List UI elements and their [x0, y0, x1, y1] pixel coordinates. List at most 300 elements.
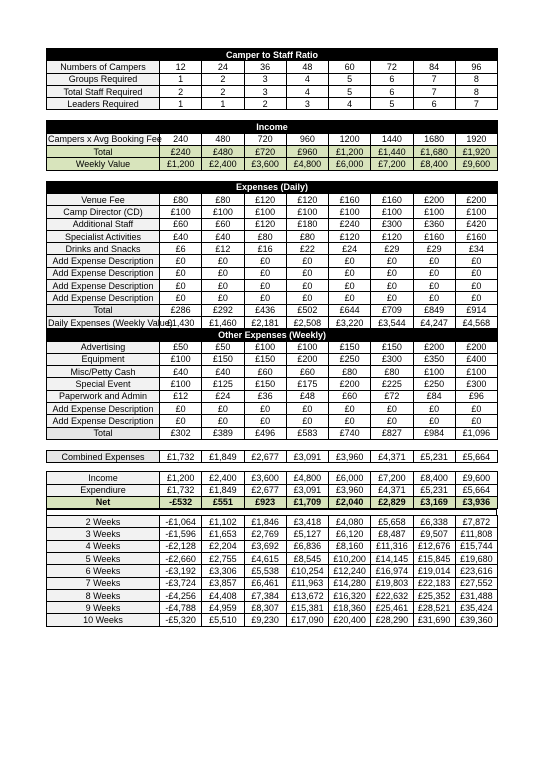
cell-value: £2,829	[371, 496, 413, 508]
cell-value: 36	[244, 61, 286, 73]
cell-value: £5,510	[202, 614, 244, 626]
cell-value: £100	[286, 206, 328, 218]
cell-value: £34	[455, 243, 497, 255]
cell-value: £48	[286, 390, 328, 402]
cell-value: £827	[371, 427, 413, 439]
cell-value: £100	[160, 378, 202, 390]
cell-value: 4	[286, 73, 328, 85]
cell-value: £2,400	[202, 472, 244, 484]
cell-value: £2,769	[244, 528, 286, 540]
cell-value: £5,664	[455, 484, 497, 496]
cell-value: £100	[413, 366, 455, 378]
cell-value: £19,680	[455, 552, 497, 564]
cell-value: £0	[160, 403, 202, 415]
ratio-row	[47, 61, 498, 73]
cell-value: £960	[286, 146, 328, 158]
summary-row	[47, 472, 498, 484]
cell-value: £1,200	[160, 472, 202, 484]
expenses-daily-row	[47, 206, 498, 218]
cell-value: £60	[202, 218, 244, 230]
cell-value: £583	[286, 427, 328, 439]
cell-value: 2	[202, 73, 244, 85]
income-table	[46, 120, 498, 170]
cell-value: 720	[244, 133, 286, 145]
cell-value: £0	[244, 280, 286, 292]
cell-value: £96	[455, 390, 497, 402]
row-label: 6 Weeks	[47, 565, 160, 577]
row-label: Total	[47, 304, 160, 316]
expenses-weekly-body	[47, 329, 498, 440]
cell-value: 6	[413, 98, 455, 110]
cell-value: 3	[244, 73, 286, 85]
cell-value: £14,145	[371, 552, 413, 564]
cell-value: 5	[371, 98, 413, 110]
cell-value: £644	[329, 304, 371, 316]
cell-value: 480	[202, 133, 244, 145]
cell-value: £496	[244, 427, 286, 439]
cell-value: £300	[371, 218, 413, 230]
cell-value: £1,102	[202, 516, 244, 528]
cell-value: £60	[329, 390, 371, 402]
weeks-row	[47, 614, 498, 626]
cell-value: £8,307	[244, 602, 286, 614]
row-label: 2 Weeks	[47, 516, 160, 528]
combined-value: £5,664	[455, 450, 497, 462]
cell-value: £200	[286, 353, 328, 365]
summary-row	[47, 484, 498, 496]
cell-value: 8	[455, 73, 497, 85]
cell-value: £984	[413, 427, 455, 439]
cell-value: £0	[413, 267, 455, 279]
cell-value: £250	[413, 378, 455, 390]
cell-value: £0	[160, 267, 202, 279]
cell-value: £9,507	[413, 528, 455, 540]
row-label: Additional Staff	[47, 218, 160, 230]
camp-budget-sheet	[46, 48, 497, 627]
cell-value: £5,658	[371, 516, 413, 528]
expenses-daily-row	[47, 304, 498, 316]
weeks-row	[47, 565, 498, 577]
cell-value: 240	[160, 133, 202, 145]
ratio-row	[47, 73, 498, 85]
cell-value: £35,424	[455, 602, 497, 614]
cell-value: £9,600	[455, 472, 497, 484]
row-label: Camp Director (CD)	[47, 206, 160, 218]
cell-value: £3,692	[244, 540, 286, 552]
cell-value: £100	[455, 366, 497, 378]
cell-value: £3,306	[202, 565, 244, 577]
cell-value: £5,538	[244, 565, 286, 577]
cell-value: £200	[455, 341, 497, 353]
row-label: Groups Required	[47, 73, 160, 85]
cell-value: £0	[329, 403, 371, 415]
cell-value: £200	[455, 193, 497, 205]
combined-table	[46, 450, 498, 463]
row-label: Daily Expenses (Weekly Value)	[48, 317, 173, 328]
cell-value: £50	[202, 341, 244, 353]
cell-value: £1,732	[160, 484, 202, 496]
cell-value: £12	[160, 390, 202, 402]
cell-value: 1200	[329, 133, 371, 145]
cell-value: £19,803	[371, 577, 413, 589]
cell-value: £22	[286, 243, 328, 255]
cell-value: £18,360	[329, 602, 371, 614]
cell-value: -£1,064	[160, 516, 202, 528]
cell-value: £6,836	[286, 540, 328, 552]
cell-value: £36	[244, 390, 286, 402]
cell-value: £4,247	[413, 316, 455, 328]
cell-value: £4,371	[371, 484, 413, 496]
cell-value: £100	[455, 206, 497, 218]
cell-value: £0	[244, 403, 286, 415]
weeks-body	[47, 516, 498, 627]
cell-value: £160	[329, 193, 371, 205]
cell-value: £6,461	[244, 577, 286, 589]
cell-value: £150	[244, 353, 286, 365]
cell-value: £0	[371, 415, 413, 427]
cell-value: £40	[160, 230, 202, 242]
cell-value: £120	[286, 193, 328, 205]
cell-value: 1440	[371, 133, 413, 145]
cell-value: £400	[455, 353, 497, 365]
cell-value: 960	[286, 133, 328, 145]
row-label: Weekly Value	[47, 158, 160, 170]
cell-value: £4,080	[329, 516, 371, 528]
cell-value: £10,200	[329, 552, 371, 564]
weeks-row	[47, 528, 498, 540]
cell-value: -£4,256	[160, 589, 202, 601]
cell-value: -£2,128	[160, 540, 202, 552]
cell-value: £31,488	[455, 589, 497, 601]
row-label: 9 Weeks	[47, 602, 160, 614]
cell-value: £1,200	[160, 158, 202, 170]
cell-value: £720	[244, 146, 286, 158]
cell-value: -£532	[160, 496, 202, 508]
cell-value: £225	[371, 378, 413, 390]
cell-value: £12	[202, 243, 244, 255]
cell-value: £29	[413, 243, 455, 255]
cell-value: £3,169	[413, 496, 455, 508]
cell-value: £420	[455, 218, 497, 230]
cell-value: £0	[413, 255, 455, 267]
cell-value: £0	[455, 267, 497, 279]
cell-value: £302	[160, 427, 202, 439]
cell-value: £50	[160, 341, 202, 353]
summary-row	[47, 496, 498, 508]
cell-value: £25,461	[371, 602, 413, 614]
cell-value: £150	[371, 341, 413, 353]
cell-value: 1	[160, 73, 202, 85]
combined-body	[47, 450, 498, 462]
cell-value: £740	[329, 427, 371, 439]
cell-value: -£3,192	[160, 565, 202, 577]
cell-value: £84	[413, 390, 455, 402]
expenses-weekly-row	[47, 390, 498, 402]
cell-value: £2,400	[202, 158, 244, 170]
cell-value: £16,320	[329, 589, 371, 601]
combined-value: £4,371	[371, 450, 413, 462]
cell-value: £1,653	[202, 528, 244, 540]
cell-value: £15,381	[286, 602, 328, 614]
cell-value: £0	[244, 267, 286, 279]
cell-value: £175	[286, 378, 328, 390]
expenses-daily-row	[47, 292, 498, 304]
cell-value: £9,600	[455, 158, 497, 170]
cell-value: £1,920	[455, 146, 497, 158]
cell-value: £4,959	[202, 602, 244, 614]
cell-value: £0	[455, 280, 497, 292]
cell-value: £0	[329, 280, 371, 292]
cell-value: £2,040	[329, 496, 371, 508]
cell-value: £8,400	[413, 158, 455, 170]
cell-value: £40	[202, 366, 244, 378]
cell-value: £12,240	[329, 565, 371, 577]
cell-value: £3,544	[371, 316, 413, 328]
cell-value: £3,220	[329, 316, 371, 328]
row-label: Add Expense Description	[47, 267, 160, 279]
cell-value: £16,974	[371, 565, 413, 577]
cell-value: £0	[371, 292, 413, 304]
cell-value: £120	[244, 218, 286, 230]
expenses-weekly-row	[47, 403, 498, 415]
cell-value: £551	[202, 496, 244, 508]
cell-value: £4,800	[286, 472, 328, 484]
combined-label: Combined Expenses	[47, 450, 160, 462]
cell-value: £120	[329, 230, 371, 242]
ratio-body	[47, 49, 498, 110]
cell-value: £9,230	[244, 614, 286, 626]
row-label: Numbers of Campers	[47, 61, 160, 73]
cell-value: 1680	[413, 133, 455, 145]
cell-value: £80	[329, 366, 371, 378]
cell-value: £1,430	[160, 316, 202, 328]
expenses-daily-row	[47, 230, 498, 242]
cell-value: £80	[371, 366, 413, 378]
cell-value: £6,120	[329, 528, 371, 540]
cell-value: £389	[202, 427, 244, 439]
cell-value: £0	[455, 292, 497, 304]
cell-value: 7	[413, 73, 455, 85]
cell-value: 84	[413, 61, 455, 73]
expenses-daily-row	[47, 280, 498, 292]
expenses-weekly-row	[47, 378, 498, 390]
cell-value: 5	[329, 85, 371, 97]
cell-value: £40	[160, 366, 202, 378]
cell-value: £28,290	[371, 614, 413, 626]
cell-value: 8	[455, 85, 497, 97]
cell-value: £8,487	[371, 528, 413, 540]
combined-value: £3,960	[329, 450, 371, 462]
cell-value: £8,400	[413, 472, 455, 484]
cell-value: £125	[202, 378, 244, 390]
cell-value: £39,360	[455, 614, 497, 626]
cell-value: 2	[160, 85, 202, 97]
cell-value: £3,936	[455, 496, 497, 508]
cell-value: £5,231	[413, 484, 455, 496]
cell-value: £350	[413, 353, 455, 365]
cell-value: £0	[371, 255, 413, 267]
row-label: Special Event	[47, 378, 160, 390]
cell-value: £100	[413, 206, 455, 218]
cell-value: -£1,596	[160, 528, 202, 540]
cell-value: £15,744	[455, 540, 497, 552]
expenses-weekly-title: Other Expenses (Weekly)	[47, 329, 498, 341]
cell-value: £1,849	[202, 484, 244, 496]
cell-value: £3,857	[202, 577, 244, 589]
cell-value: £502	[286, 304, 328, 316]
cell-value: 1920	[455, 133, 497, 145]
combined-value: £5,231	[413, 450, 455, 462]
row-label: 8 Weeks	[47, 589, 160, 601]
row-label: Specialist Activities	[47, 230, 160, 242]
cell-value: £849	[413, 304, 455, 316]
row-label: Add Expense Description	[47, 255, 160, 267]
cell-value: £923	[244, 496, 286, 508]
cell-value: £11,808	[455, 528, 497, 540]
cell-value: £6,000	[329, 472, 371, 484]
cell-value: £180	[286, 218, 328, 230]
row-label: 3 Weeks	[47, 528, 160, 540]
cell-value: £80	[286, 230, 328, 242]
cell-value: £1,709	[286, 496, 328, 508]
weeks-row	[47, 552, 498, 564]
row-label: Campers x Avg Booking Fee	[48, 134, 162, 145]
cell-value: £15,845	[413, 552, 455, 564]
cell-value: 7	[413, 85, 455, 97]
cell-value: £0	[286, 280, 328, 292]
row-label: Advertising	[47, 341, 160, 353]
cell-value: £914	[455, 304, 497, 316]
row-label: Total	[47, 146, 160, 158]
cell-value: £0	[160, 280, 202, 292]
cell-value: £60	[160, 218, 202, 230]
cell-value: £3,600	[244, 472, 286, 484]
cell-value: -£2,660	[160, 552, 202, 564]
expenses-daily-row	[47, 243, 498, 255]
row-label: Leaders Required	[47, 98, 160, 110]
cell-value: 3	[286, 98, 328, 110]
cell-value: £150	[329, 341, 371, 353]
income-row	[47, 158, 498, 170]
cell-value: £11,316	[371, 540, 413, 552]
weeks-row	[47, 589, 498, 601]
row-label: Income	[47, 472, 160, 484]
ratio-table	[46, 48, 498, 110]
expenses-daily-row	[47, 267, 498, 279]
cell-value: £1,460	[202, 316, 244, 328]
combined-row	[47, 450, 498, 462]
cell-value: £25,352	[413, 589, 455, 601]
cell-value: £100	[160, 206, 202, 218]
expenses-weekly-row	[47, 366, 498, 378]
cell-value: £0	[329, 415, 371, 427]
cell-value: £1,846	[244, 516, 286, 528]
income-body	[47, 121, 498, 170]
row-label: Add Expense Description	[47, 292, 160, 304]
income-row	[47, 146, 498, 158]
cell-value: £360	[413, 218, 455, 230]
cell-value: £240	[329, 218, 371, 230]
cell-value: £6,338	[413, 516, 455, 528]
expenses-daily-body	[47, 181, 498, 329]
cell-value: 5	[329, 73, 371, 85]
weeks-row	[47, 540, 498, 552]
cell-value: £160	[455, 230, 497, 242]
cell-value: -£5,320	[160, 614, 202, 626]
cell-value: £0	[160, 292, 202, 304]
cell-value: £4,568	[455, 316, 497, 328]
expenses-daily-row	[47, 193, 498, 205]
row-label: 4 Weeks	[47, 540, 160, 552]
weeks-row	[47, 577, 498, 589]
cell-value: £160	[371, 193, 413, 205]
cell-value: £23,616	[455, 565, 497, 577]
cell-value: £4,615	[244, 552, 286, 564]
ratio-row	[47, 98, 498, 110]
cell-value: 4	[286, 85, 328, 97]
cell-value: 2	[244, 98, 286, 110]
expenses-weekly-row	[47, 415, 498, 427]
cell-value: £200	[413, 341, 455, 353]
cell-value: £0	[244, 255, 286, 267]
cell-value: £0	[371, 267, 413, 279]
row-label: 10 Weeks	[47, 614, 160, 626]
cell-value: £12,676	[413, 540, 455, 552]
cell-value: £292	[202, 304, 244, 316]
cell-value: 1	[202, 98, 244, 110]
cell-value: 12	[160, 61, 202, 73]
row-label: Paperwork and Admin	[47, 390, 160, 402]
cell-value: 72	[371, 61, 413, 73]
cell-value: £0	[286, 255, 328, 267]
expenses-weekly-row	[47, 353, 498, 365]
cell-value: £0	[455, 255, 497, 267]
cell-value: £150	[202, 353, 244, 365]
cell-value: £0	[160, 415, 202, 427]
cell-value: £20,400	[329, 614, 371, 626]
cell-value: £1,200	[329, 146, 371, 158]
cell-value: £100	[244, 341, 286, 353]
cell-value: 24	[202, 61, 244, 73]
cell-value: £16	[244, 243, 286, 255]
cell-value: £100	[202, 206, 244, 218]
cell-value: £2,508	[286, 316, 328, 328]
cell-value: £286	[160, 304, 202, 316]
cell-value: £72	[371, 390, 413, 402]
cell-value: 6	[371, 73, 413, 85]
cell-value: £2,181	[244, 316, 286, 328]
cell-value: 96	[455, 61, 497, 73]
cell-value: £0	[244, 292, 286, 304]
cell-value: £60	[286, 366, 328, 378]
expenses-daily-title: Expenses (Daily)	[47, 181, 498, 193]
cell-value: £3,418	[286, 516, 328, 528]
cell-value: 4	[329, 98, 371, 110]
row-label: Add Expense Description	[47, 403, 160, 415]
expenses-daily-row	[47, 218, 498, 230]
cell-value: £0	[202, 255, 244, 267]
cell-value: £24	[329, 243, 371, 255]
cell-value: £3,960	[329, 484, 371, 496]
ratio-title: Camper to Staff Ratio	[47, 49, 498, 61]
cell-value: £100	[329, 206, 371, 218]
cell-value: £80	[244, 230, 286, 242]
cell-value: £120	[371, 230, 413, 242]
cell-value: £11,963	[286, 577, 328, 589]
weeks-row	[47, 602, 498, 614]
cell-value: £6	[160, 243, 202, 255]
cell-value: £22,632	[371, 589, 413, 601]
